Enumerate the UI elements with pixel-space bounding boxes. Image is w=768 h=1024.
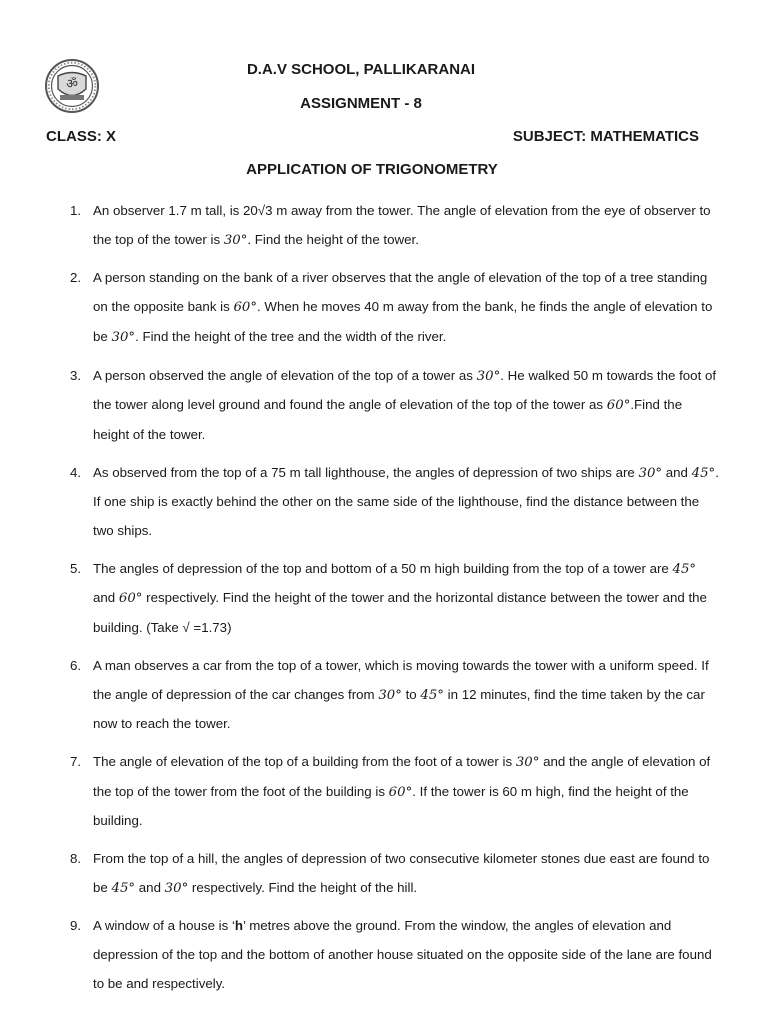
question-text — [93, 368, 716, 442]
question-number: 7. — [70, 753, 82, 769]
angle-value: 60° — [606, 398, 631, 414]
question-text-segment: . Find the height of the tree and the width of the river. — [135, 328, 447, 344]
question-list — [0, 197, 720, 1008]
question-text-segment: ’ metres above the ground. From the window, the angles of elevation and depression of the top and the bottom of another house situated on the opposite side of the lane are found to be and respectively. — [93, 918, 712, 991]
question-item — [0, 264, 720, 352]
question-text-segment: As observed from the top of a 75 m tall lighthouse, the angles of depression of two ships are — [93, 464, 639, 480]
angle-value: 30° — [476, 368, 501, 384]
angle-value: 30° — [378, 687, 402, 703]
question-text-segment: The angles of depression of the top and bottom of a 50 m high building from the top of a tower are — [93, 560, 673, 576]
angle-value: 45° — [420, 687, 444, 703]
question-text-segment: A man observes a car from the top of a tower, which is moving towards the tower with a uniform speed. If the angle of depression of the car changes from — [93, 657, 709, 702]
question-item — [0, 197, 720, 255]
question-number: 6. — [70, 657, 82, 673]
question-text-segment: . If the tower is 60 m high, find the height of the building. — [93, 783, 689, 829]
question-number: 8. — [70, 851, 82, 867]
assignment-title: ASSIGNMENT - 8 — [300, 95, 422, 112]
angle-value: 45° — [672, 561, 697, 577]
svg-text:ॐ: ॐ — [66, 77, 78, 92]
question-text — [93, 918, 712, 990]
question-number: 9. — [70, 918, 82, 934]
class-label: CLASS: X — [46, 128, 117, 145]
question-text-segment: A person standing on the bank of a river observes that the angle of elevation of the top of a tree standing on the opposite bank is — [93, 270, 708, 315]
question-text — [93, 270, 712, 343]
question-text-segment: . When he moves 40 m away from the bank, he finds the angle of elevation to be — [93, 299, 713, 344]
question-text — [93, 465, 719, 538]
question-item — [0, 912, 720, 998]
question-item — [0, 845, 720, 903]
angle-value: 30° — [515, 754, 540, 770]
question-text — [93, 754, 710, 828]
angle-value: 30° — [164, 880, 189, 896]
question-item — [0, 459, 720, 546]
question-text-segment: respectively. Find the height of the tower and the horizontal distance between the tower and the building. (Take √ =1.73) — [93, 590, 707, 636]
question-text-segment: . If one ship is exactly behind the other on the same side of the lighthouse, find the distance between the two ships. — [93, 464, 719, 539]
question-text-segment: and the angle of elevation of the top of the tower from the foot of the building is — [93, 753, 711, 799]
question-text-segment: respectively. Find the height of the hill. — [188, 879, 418, 895]
angle-value: 60° — [118, 591, 143, 607]
angle-value: 60° — [388, 784, 413, 800]
question-text-segment: and — [662, 464, 692, 480]
question-text-segment: and — [135, 879, 165, 895]
topic-title: APPLICATION OF TRIGONOMETRY — [246, 161, 498, 178]
subject-label: SUBJECT: MATHEMATICS — [512, 128, 699, 145]
angle-value: 30° — [638, 465, 663, 481]
question-text-segment: in 12 minutes, find the time taken by the car now to reach the tower. — [93, 686, 705, 732]
angle-value: 30° — [111, 329, 136, 345]
question-number: 1. — [70, 203, 82, 218]
question-text-segment: A person observed the angle of elevation of the top of a tower as — [93, 367, 477, 383]
question-text — [93, 561, 707, 635]
question-text-segment: . He walked 50 m towards the foot of the tower along level ground and found the angle of elevation of the top of the tower as — [93, 367, 717, 413]
angle-value: 60° — [233, 300, 258, 316]
angle-value: 45° — [111, 880, 136, 896]
question-item — [0, 748, 720, 836]
question-item — [0, 652, 720, 739]
question-number: 4. — [70, 464, 82, 480]
question-text-segment: .Find the height of the tower. — [93, 397, 683, 442]
question-item — [0, 555, 720, 643]
question-text-segment: and — [93, 590, 119, 606]
question-text-segment: From the top of a hill, the angles of depression of two consecutive kilometer stones due east are found to be — [93, 851, 710, 895]
question-text-segment: An observer 1.7 m tall, is 20√3 m away from the tower. The angle of elevation from the eye of observer to the top of the tower is — [93, 203, 711, 247]
angle-value: 45° — [691, 465, 716, 481]
variable-h: h — [234, 918, 244, 934]
question-number: 5. — [70, 560, 82, 576]
angle-value: 30° — [223, 232, 248, 248]
question-text — [93, 851, 709, 895]
question-number: 2. — [70, 270, 82, 286]
question-text-segment: The angle of elevation of the top of a building from the foot of a tower is — [93, 753, 516, 769]
question-text — [93, 203, 711, 247]
school-name: D.A.V SCHOOL, PALLIKARANAI — [246, 61, 476, 78]
question-text — [93, 658, 709, 731]
question-text-segment: A window of a house is ‘ — [93, 918, 235, 934]
question-text-segment: . Find the height of the tower. — [247, 231, 419, 247]
question-text-segment: to — [401, 686, 421, 702]
question-item — [0, 362, 720, 450]
question-number: 3. — [70, 367, 82, 383]
